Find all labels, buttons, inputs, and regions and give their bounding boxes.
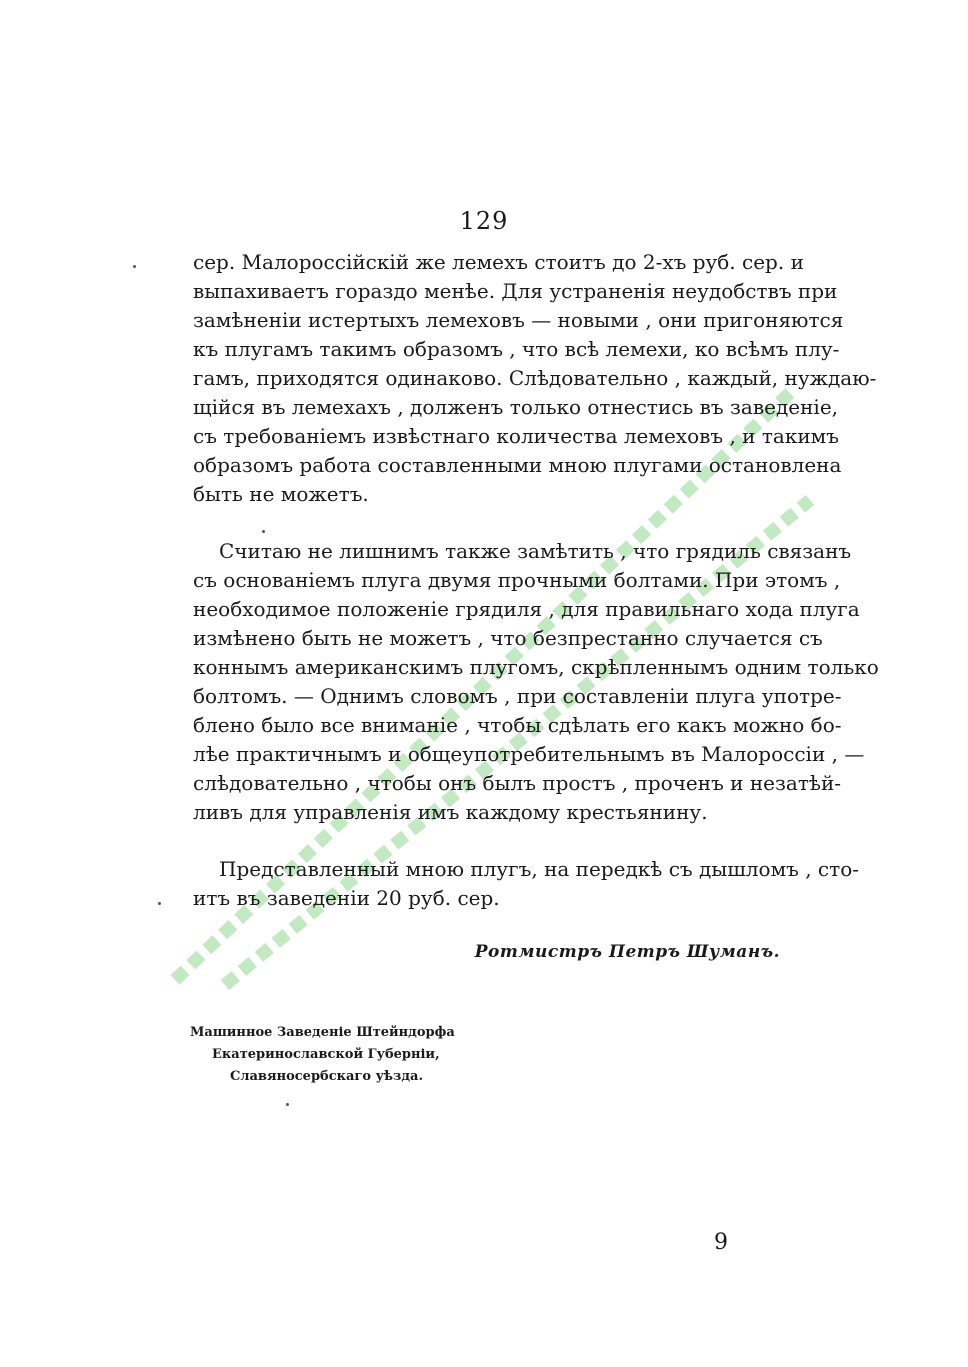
text-line: необходимое положеніе грядиля , для правильнаго хода плуга — [193, 597, 860, 621]
text-line: итъ въ заведеніи 20 руб. сер. — [193, 886, 500, 910]
text-line: сер. Малороссійскій же лемехъ стоитъ до 2-хъ руб. сер. и — [193, 250, 804, 274]
text-line: слѣдовательно , чтобы онъ былъ простъ , проченъ и незатѣй- — [193, 771, 842, 795]
text-line: лѣе практичнымъ и общеупотребительнымъ въ Малороссіи , — — [193, 742, 865, 766]
page-number-bottom: 9 — [714, 1230, 728, 1255]
speck — [286, 1103, 289, 1106]
paragraph-2 — [193, 537, 879, 827]
text-line: къ плугамъ такимъ образомъ , что всѣ лемехи, ко всѣмъ плу- — [193, 337, 840, 361]
page-number-top: 129 — [459, 207, 509, 235]
text-line: быть не можетъ. — [193, 482, 369, 506]
text-line: съ основаніемъ плуга двумя прочными болтами. При этомъ , — [193, 568, 841, 592]
paragraph-3 — [193, 855, 859, 913]
speck — [262, 530, 265, 533]
text-line: коннымъ американскимъ плугомъ, скрѣпленнымъ одним только — [193, 655, 879, 679]
text-line: съ требованіемъ извѣстнаго количества лемеховъ , и такимъ — [193, 424, 839, 448]
paragraph-1 — [193, 248, 877, 509]
signature: Ротмистръ Петръ Шуманъ. — [474, 942, 780, 962]
text-line: щійся въ лемехахъ , долженъ только отнестись въ заведеніе, — [193, 395, 839, 419]
text-line: болтомъ. — Однимъ словомъ , при составленіи плуга употре- — [193, 684, 842, 708]
address-line: Машинное Заведеніе Штейндорфа — [190, 1025, 455, 1040]
text-line: выпахиваетъ гораздо менѣе. Для устраненія неудобствъ при — [193, 279, 838, 303]
speck — [158, 902, 161, 905]
text-line: замѣненіи истертыхъ лемеховъ — новыми , они пригоняются — [193, 308, 844, 332]
speck — [133, 265, 136, 268]
text-line: образомъ работа составленными мною плугами остановлена — [193, 453, 842, 477]
text-line: гамъ, приходятся одинаково. Слѣдовательно , каждый, нуждаю- — [193, 366, 877, 390]
text-line: Представленный мною плугъ, на передкѣ съ дышломъ , сто- — [219, 857, 859, 881]
address-line: Славяносербскаго уѣзда. — [230, 1069, 423, 1084]
address-line: Екатеринославской Губерніи, — [212, 1047, 440, 1062]
text-line: ливъ для управленія имъ каждому крестьянину. — [193, 800, 708, 824]
text-line: блено было все вниманіе , чтобы сдѣлать его какъ можно бо- — [193, 713, 842, 737]
text-line: измѣнено быть не можетъ , что безпрестанно случается съ — [193, 626, 823, 650]
text-line: Считаю не лишнимъ также замѣтить , что грядиль связанъ — [219, 539, 852, 563]
address-block — [190, 1022, 455, 1088]
